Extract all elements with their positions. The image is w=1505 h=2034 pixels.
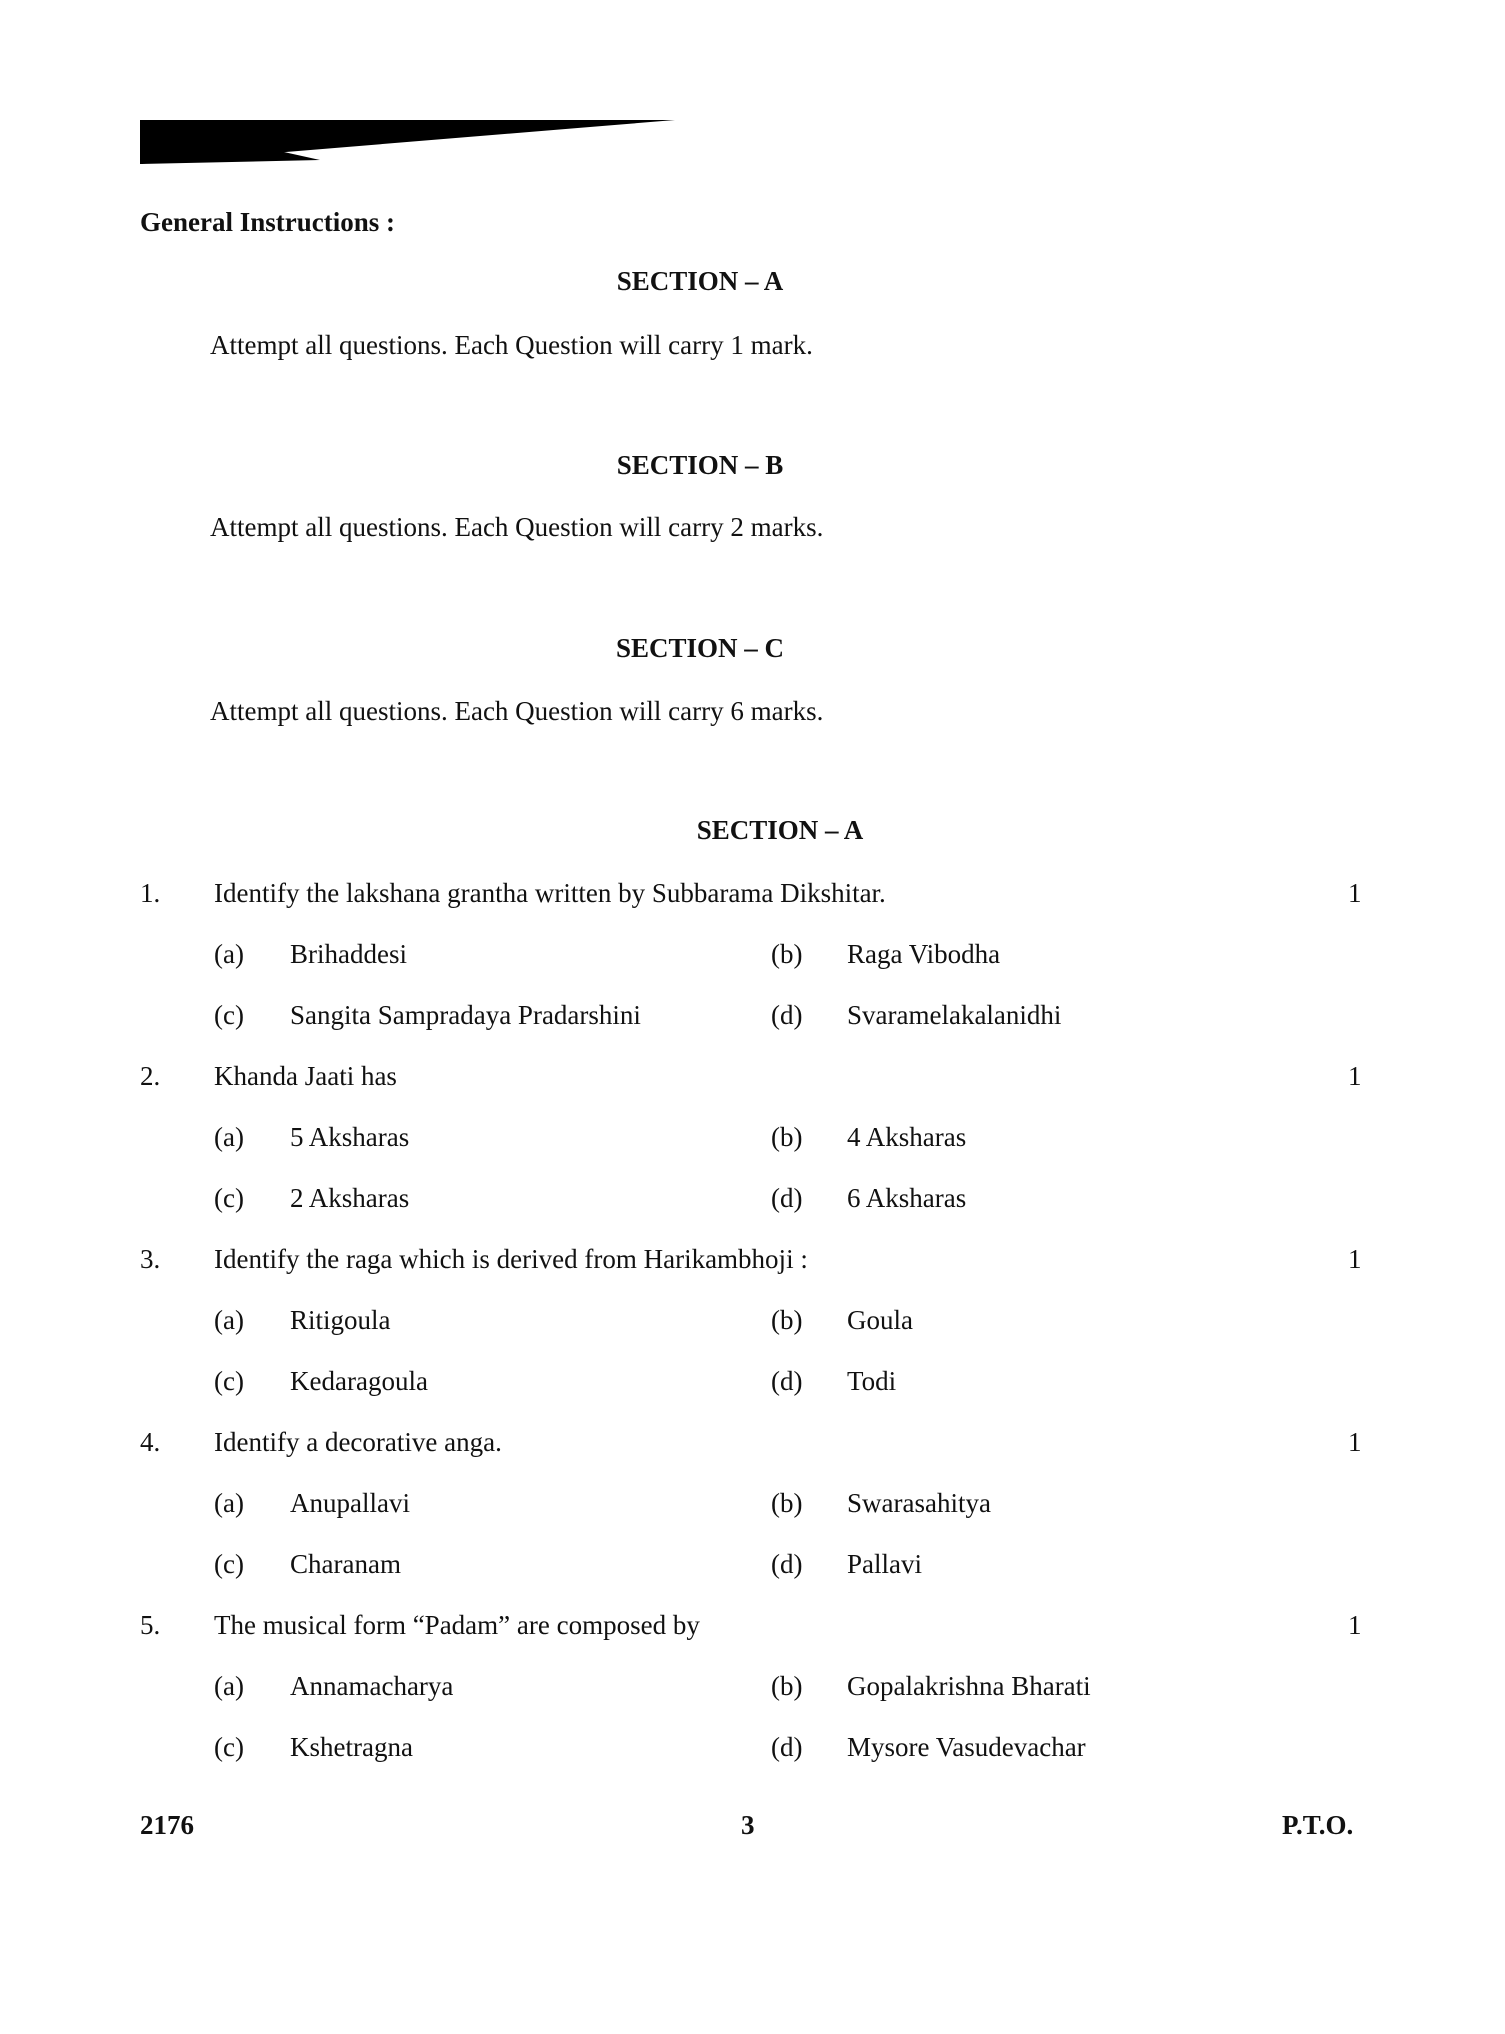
option-text: Sangita Sampradaya Pradarshini [290,1000,641,1030]
page-number: 3 [741,1810,755,1840]
question-number: 3. [140,1244,161,1274]
option-row [0,1483,1505,1523]
redaction-bar [140,120,675,164]
option-row [0,1727,1505,1767]
option-text: Goula [847,1305,913,1335]
option-text: 2 Aksharas [290,1183,410,1213]
option-label: (c) [214,1000,244,1030]
general-instructions-heading: General Instructions : [140,207,395,237]
option-text: Annamacharya [290,1671,454,1701]
question-number: 2. [140,1061,161,1091]
section-a-instruction-heading: SECTION – A [616,266,784,296]
question-text: Identify the lakshana grantha written by Subbarama Dikshitar. [214,878,886,908]
option-text: Pallavi [847,1549,922,1579]
option-text: Gopalakrishna Bharati [847,1671,1091,1701]
option-label: (d) [771,1000,803,1030]
option-label: (a) [214,1305,244,1335]
section-b-instruction-heading: SECTION – B [616,450,784,480]
option-row [0,1117,1505,1157]
question-marks: 1 [1348,1244,1362,1274]
option-row [0,1666,1505,1706]
question-text: Khanda Jaati has [214,1061,397,1091]
question [0,1239,1505,1279]
section-a-heading: SECTION – A [696,815,864,845]
question [0,1422,1505,1462]
option-label: (d) [771,1549,803,1579]
option-label: (b) [771,1671,803,1701]
option-row [0,934,1505,974]
option-row [0,1544,1505,1584]
option-text: Brihaddesi [290,939,407,969]
section-c-instruction: Attempt all questions. Each Question will carry 6 marks. [210,696,824,726]
option-text: Raga Vibodha [847,939,1001,969]
question-marks: 1 [1348,1061,1362,1091]
section-c-instruction-heading: SECTION – C [615,633,785,663]
option-text: Charanam [290,1549,401,1579]
option-label: (b) [771,1122,803,1152]
option-text: Mysore Vasudevachar [847,1732,1086,1762]
section-a-instruction: Attempt all questions. Each Question will carry 1 mark. [210,330,813,360]
option-row [0,1361,1505,1401]
option-text: 5 Aksharas [290,1122,410,1152]
option-text: 4 Aksharas [847,1122,967,1152]
question-text: The musical form “Padam” are composed by [214,1610,700,1640]
option-label: (d) [771,1366,803,1396]
question-number: 4. [140,1427,161,1457]
option-label: (a) [214,939,244,969]
question-number: 5. [140,1610,161,1640]
option-text: Kshetragna [290,1732,413,1762]
option-label: (a) [214,1122,244,1152]
option-text: 6 Aksharas [847,1183,967,1213]
option-label: (c) [214,1549,244,1579]
option-label: (a) [214,1488,244,1518]
option-label: (a) [214,1671,244,1701]
option-row [0,995,1505,1035]
option-text: Ritigoula [290,1305,391,1335]
section-b-instruction: Attempt all questions. Each Question will carry 2 marks. [210,512,824,542]
option-label: (c) [214,1732,244,1762]
option-label: (b) [771,1305,803,1335]
option-label: (b) [771,1488,803,1518]
option-label: (d) [771,1732,803,1762]
please-turn-over: P.T.O. [1282,1810,1354,1840]
question [0,1605,1505,1645]
option-label: (b) [771,939,803,969]
option-text: Kedaragoula [290,1366,428,1396]
question [0,873,1505,913]
question [0,1056,1505,1096]
question-marks: 1 [1348,878,1362,908]
option-row [0,1300,1505,1340]
option-label: (c) [214,1183,244,1213]
question-text: Identify the raga which is derived from Harikambhoji : [214,1244,808,1274]
option-text: Svaramelakalanidhi [847,1000,1062,1030]
option-text: Swarasahitya [847,1488,991,1518]
option-label: (c) [214,1366,244,1396]
option-text: Todi [847,1366,897,1396]
question-marks: 1 [1348,1427,1362,1457]
option-label: (d) [771,1183,803,1213]
question-number: 1. [140,878,161,908]
option-row [0,1178,1505,1218]
question-text: Identify a decorative anga. [214,1427,502,1457]
option-text: Anupallavi [290,1488,410,1518]
paper-code: 2176 [140,1810,194,1840]
question-marks: 1 [1348,1610,1362,1640]
